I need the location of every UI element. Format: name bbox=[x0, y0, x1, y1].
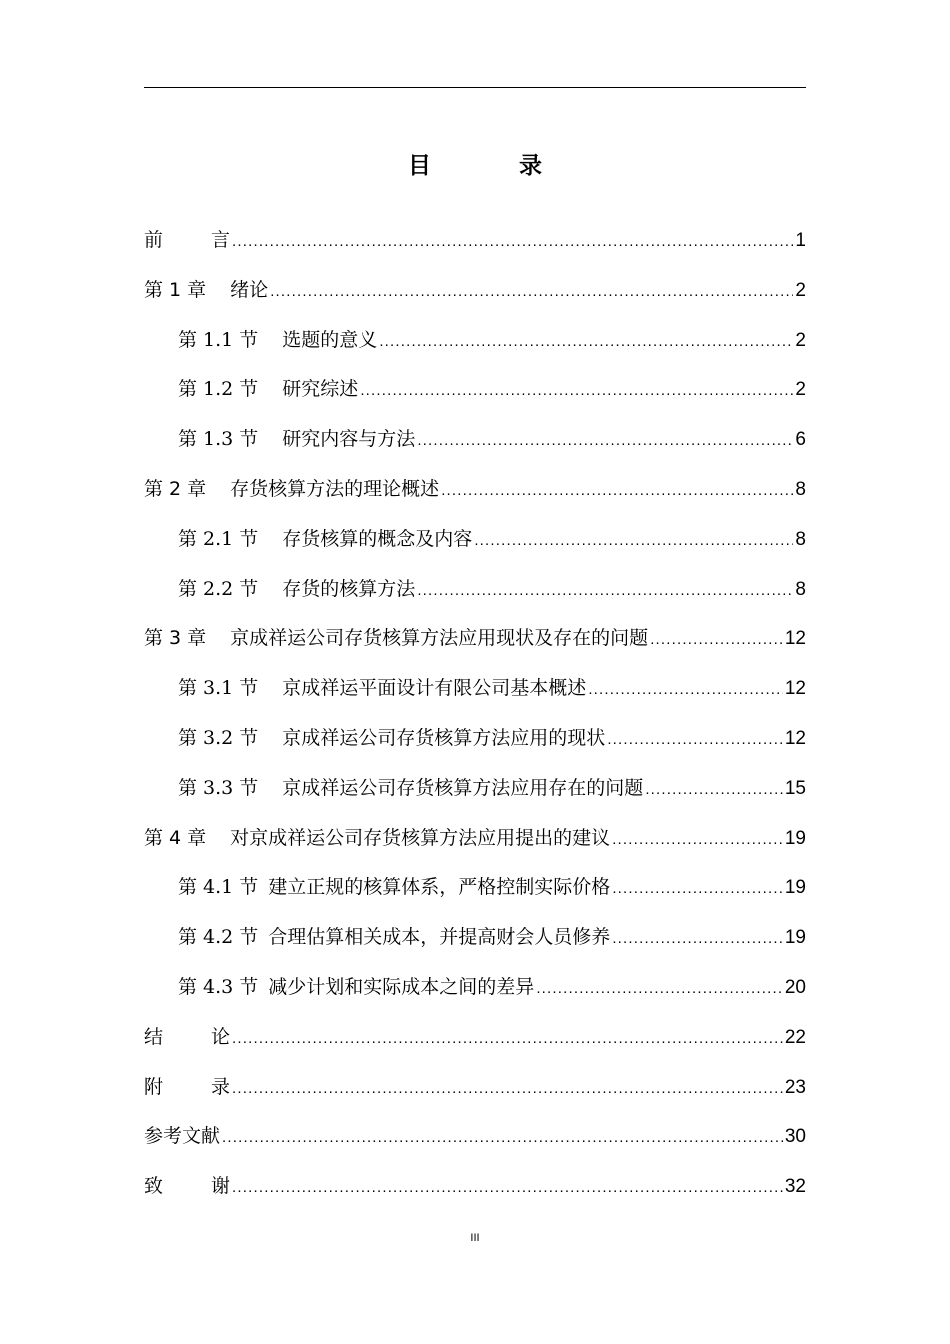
toc-leader-dots bbox=[612, 822, 783, 858]
toc-entry[interactable] bbox=[144, 1069, 806, 1119]
toc-entry-label bbox=[178, 770, 643, 806]
toc-leader-dots bbox=[645, 772, 783, 808]
toc-entry-number: 第 4.1 节 bbox=[178, 876, 259, 899]
toc-entry-title: 京成祥运公司存货核算方法应用现状及存在的问题 bbox=[230, 627, 649, 650]
toc-entry[interactable] bbox=[144, 770, 806, 820]
toc-entry-number: 第 3.3 节 bbox=[178, 776, 259, 799]
toc-entry-page: 12 bbox=[784, 628, 806, 650]
toc-entry-page: 12 bbox=[784, 727, 806, 749]
toc-entry-label bbox=[144, 1168, 230, 1204]
toc-entry-page: 1 bbox=[795, 230, 806, 251]
table-of-contents bbox=[144, 222, 806, 1218]
toc-entry[interactable] bbox=[144, 421, 806, 471]
toc-entry-title: 存货核算方法的理论概述 bbox=[230, 477, 440, 500]
toc-entry[interactable] bbox=[144, 471, 806, 521]
toc-entry[interactable] bbox=[144, 371, 806, 421]
toc-leader-dots bbox=[417, 423, 793, 459]
toc-entry-label bbox=[144, 272, 268, 308]
toc-entry-number: 第 1.1 节 bbox=[178, 328, 259, 351]
toc-entry-page: 22 bbox=[784, 1026, 806, 1048]
toc-entry-title: 前言 bbox=[144, 229, 231, 251]
toc-entry-number: 第 3 章 bbox=[144, 627, 207, 650]
toc-entry[interactable] bbox=[144, 1019, 806, 1069]
toc-entry-label bbox=[178, 571, 415, 607]
toc-entry-number: 第 2 章 bbox=[144, 477, 207, 500]
toc-entry-number: 第 1 章 bbox=[144, 278, 207, 301]
toc-entry-title: 减少计划和实际成本之间的差异 bbox=[268, 975, 535, 998]
toc-leader-dots bbox=[612, 921, 783, 957]
toc-entry-page: 2 bbox=[795, 329, 806, 351]
toc-entry-page: 30 bbox=[784, 1126, 806, 1148]
toc-entry-number: 第 3.1 节 bbox=[178, 677, 259, 700]
toc-entry[interactable] bbox=[144, 1118, 806, 1168]
toc-entry-title: 研究内容与方法 bbox=[282, 428, 416, 451]
toc-entry[interactable] bbox=[144, 869, 806, 919]
toc-entry-title: 存货的核算方法 bbox=[282, 577, 416, 600]
toc-entry[interactable] bbox=[144, 521, 806, 571]
toc-entry[interactable] bbox=[144, 571, 806, 621]
toc-leader-dots bbox=[417, 573, 793, 609]
toc-entry-number: 第 4.2 节 bbox=[178, 926, 259, 949]
toc-entry-page: 2 bbox=[795, 279, 806, 301]
toc-entry-title: 研究综述 bbox=[282, 378, 359, 401]
toc-entry-page: 8 bbox=[795, 528, 806, 550]
toc-entry[interactable] bbox=[144, 820, 806, 870]
toc-entry-label bbox=[178, 322, 377, 358]
toc-entry[interactable] bbox=[144, 720, 806, 770]
toc-entry-page: 8 bbox=[795, 478, 806, 500]
toc-entry-label bbox=[144, 820, 610, 856]
toc-entry-page: 12 bbox=[784, 678, 806, 700]
toc-entry-page: 6 bbox=[795, 429, 806, 451]
toc-leader-dots bbox=[607, 722, 783, 758]
toc-entry-label bbox=[144, 471, 439, 507]
toc-entry-label bbox=[178, 371, 358, 407]
toc-entry-title: 绪论 bbox=[230, 278, 269, 301]
toc-entry-title: 选题的意义 bbox=[282, 328, 378, 351]
toc-entry-title: 致谢 bbox=[144, 1175, 231, 1198]
toc-entry-page: 20 bbox=[784, 976, 806, 998]
toc-entry-label bbox=[178, 421, 415, 457]
toc-leader-dots bbox=[536, 971, 783, 1007]
toc-leader-dots bbox=[232, 1170, 783, 1206]
toc-entry-title: 京成祥运公司存货核算方法应用存在的问题 bbox=[282, 776, 644, 799]
toc-entry-page: 19 bbox=[784, 927, 806, 949]
toc-entry-label bbox=[178, 720, 605, 756]
toc-entry[interactable] bbox=[144, 322, 806, 372]
toc-entry[interactable] bbox=[144, 670, 806, 720]
toc-leader-dots bbox=[232, 224, 793, 260]
toc-leader-dots bbox=[650, 622, 783, 658]
toc-entry-number: 第 2.2 节 bbox=[178, 577, 259, 600]
toc-entry[interactable] bbox=[144, 272, 806, 322]
toc-entry-label bbox=[144, 620, 648, 656]
toc-entry-page: 19 bbox=[784, 877, 806, 899]
toc-entry-page: 8 bbox=[795, 578, 806, 600]
toc-entry-number: 第 1.3 节 bbox=[178, 428, 259, 451]
toc-entry[interactable] bbox=[144, 222, 806, 272]
toc-entry[interactable] bbox=[144, 1168, 806, 1218]
toc-entry-page: 2 bbox=[795, 379, 806, 401]
toc-entry-label bbox=[144, 1019, 230, 1055]
page-title: 目 录 bbox=[407, 153, 582, 179]
toc-entry-label bbox=[144, 222, 230, 258]
toc-entry-title: 建立正规的核算体系，严格控制实际价格 bbox=[268, 876, 611, 899]
toc-entry-label bbox=[178, 869, 610, 905]
toc-entry-title: 对京成祥运公司存货核算方法应用提出的建议 bbox=[230, 826, 611, 849]
toc-entry-page: 32 bbox=[784, 1176, 806, 1198]
toc-entry-title: 合理估算相关成本，并提高财会人员修养 bbox=[268, 926, 611, 949]
toc-entry-label bbox=[178, 521, 472, 557]
toc-entry-title: 参考文献 bbox=[144, 1125, 221, 1148]
toc-entry-number: 第 3.2 节 bbox=[178, 726, 259, 749]
toc-entry-page: 23 bbox=[784, 1076, 806, 1098]
toc-entry-number: 第 4.3 节 bbox=[178, 975, 259, 998]
toc-leader-dots bbox=[270, 274, 793, 310]
toc-entry-title: 存货核算的概念及内容 bbox=[282, 527, 473, 550]
toc-leader-dots bbox=[222, 1120, 783, 1156]
header-rule bbox=[144, 87, 806, 88]
toc-entry-number: 第 4 章 bbox=[144, 826, 207, 849]
toc-entry-label bbox=[144, 1118, 220, 1154]
toc-entry[interactable] bbox=[144, 620, 806, 670]
toc-entry-number: 第 1.2 节 bbox=[178, 378, 259, 401]
toc-leader-dots bbox=[232, 1021, 783, 1057]
toc-entry-page: 15 bbox=[784, 777, 806, 799]
toc-leader-dots bbox=[232, 1071, 783, 1107]
toc-entry-label bbox=[144, 1069, 230, 1105]
toc-entry-label bbox=[178, 969, 534, 1005]
toc-leader-dots bbox=[588, 672, 783, 708]
toc-entry-title: 结论 bbox=[144, 1025, 231, 1048]
toc-entry[interactable] bbox=[144, 969, 806, 1019]
toc-leader-dots bbox=[379, 324, 793, 360]
toc-entry[interactable] bbox=[144, 919, 806, 969]
footer-page-number: III bbox=[470, 1232, 480, 1244]
toc-leader-dots bbox=[360, 373, 793, 409]
toc-entry-title: 附录 bbox=[144, 1075, 231, 1098]
toc-leader-dots bbox=[441, 473, 793, 509]
toc-entry-page: 19 bbox=[784, 827, 806, 849]
toc-entry-title: 京成祥运公司存货核算方法应用的现状 bbox=[282, 726, 606, 749]
toc-leader-dots bbox=[612, 871, 783, 907]
toc-entry-number: 第 2.1 节 bbox=[178, 527, 259, 550]
toc-leader-dots bbox=[474, 523, 793, 559]
toc-entry-label bbox=[178, 919, 610, 955]
toc-entry-label bbox=[178, 670, 586, 706]
toc-entry-title: 京成祥运平面设计有限公司基本概述 bbox=[282, 677, 587, 700]
